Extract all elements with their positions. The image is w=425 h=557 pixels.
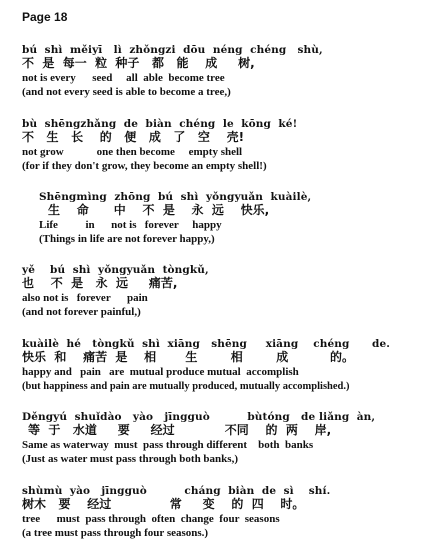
english-gloss-line: happy and pain are mutual produce mutual accomplish — [22, 366, 299, 378]
pinyin-line: yě bú shì yǒngyuǎn tòngkǔ, — [22, 264, 209, 276]
english-gloss-line: also not is forever pain — [22, 292, 148, 304]
english-gloss-line: Same as waterway must pass through different both banks — [22, 439, 314, 451]
translation-line: (but happiness and pain are mutually produced, mutually accomplished.) — [22, 381, 350, 392]
english-gloss-line: tree must pass through often change four seasons — [22, 513, 280, 525]
translation-line: (Just as water must pass through both banks,) — [22, 453, 238, 465]
pinyin-line: bú shì měiyī lì zhǒngzi dōu néng chéng shù, — [22, 44, 323, 56]
translation-line: (for if they don't grow, they become an empty shell!) — [22, 160, 267, 172]
pinyin-line: Shēngmìng zhōng bú shì yǒngyuǎn kuàilè, — [39, 191, 312, 203]
english-gloss-line: not is every seed all able become tree — [22, 72, 225, 84]
pinyin-line: bù shēngzhǎng de biàn chéng le kōng ké! — [22, 118, 298, 130]
hanzi-line: 生 命 中 不 是 永 远 快乐, — [48, 203, 270, 217]
hanzi-line: 不 生 长 的 便 成 了 空 壳! — [22, 130, 245, 144]
translation-line: (and not forever painful,) — [22, 306, 141, 318]
hanzi-line: 树木 要 经过 常 变 的 四 时。 — [22, 497, 305, 511]
translation-line: (a tree must pass through four seasons.) — [22, 527, 209, 539]
english-gloss-line: Life in not is forever happy — [39, 219, 222, 231]
pinyin-line: Děngyú shuǐdào yào jīngguò bùtóng de liǎng àn, — [22, 411, 376, 423]
hanzi-line: 快乐 和 痛苦 是 相 生 相 成 的。 — [22, 350, 354, 364]
hanzi-line: 也 不 是 永 远 痛苦, — [22, 276, 178, 290]
translation-line: (Things in life are not forever happy,) — [39, 233, 215, 245]
hanzi-line: 等 于 水道 要 经过 不同 的 两 岸, — [28, 423, 332, 437]
hanzi-line: 不 是 每一 粒 种子 都 能 成 树, — [22, 56, 255, 70]
english-gloss-line: not grow one then become empty shell — [22, 146, 243, 158]
pinyin-line: kuàilè hé tòngkǔ shì xiāng shēng xiāng chéng de. — [22, 338, 390, 350]
translation-line: (and not every seed is able to become a tree,) — [22, 86, 231, 98]
pinyin-line: shùmù yào jīngguò cháng biàn de sì shí. — [22, 485, 331, 497]
page-number: Page 18 — [22, 10, 68, 24]
